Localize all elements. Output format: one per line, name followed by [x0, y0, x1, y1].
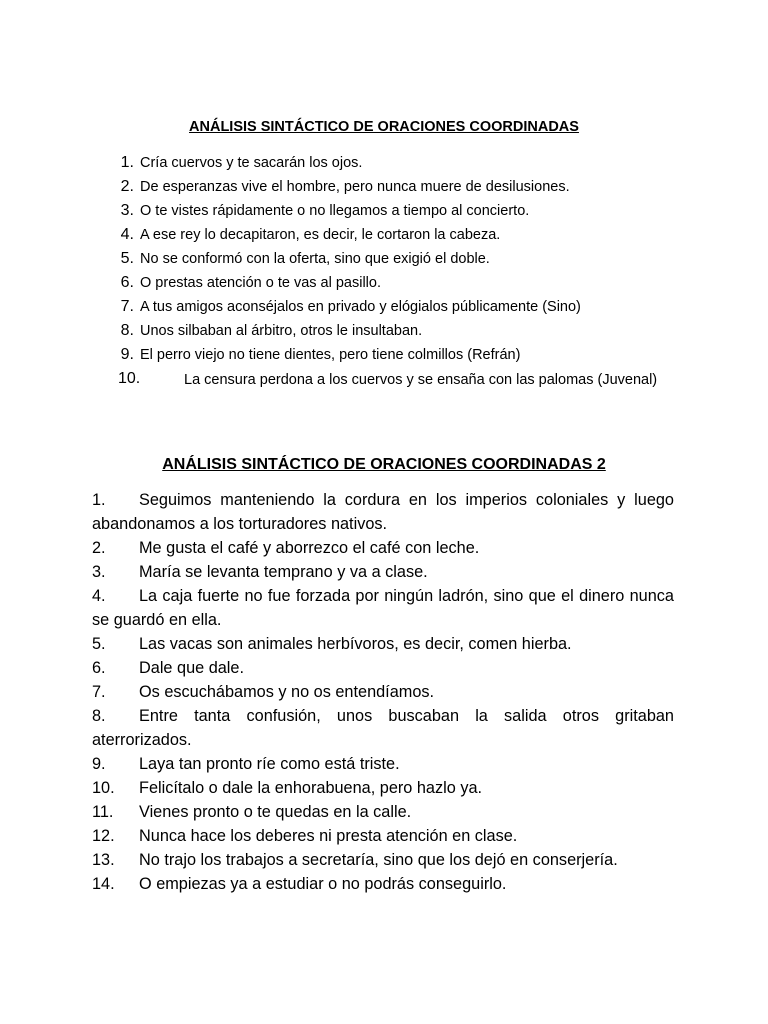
list-item	[92, 824, 674, 848]
list-item	[92, 488, 674, 536]
item-number: 12.	[92, 827, 115, 845]
list-item	[108, 175, 668, 199]
section2-title: ANÁLISIS SINTÁCTICO DE ORACIONES COORDINADAS 2	[162, 456, 606, 473]
item-text: Entre tanta confusión, unos buscaban la salida otros gritaban aterrorizados.	[92, 707, 674, 749]
item-text: Me gusta el café y aborrezco el café con leche.	[139, 539, 480, 557]
item-text: O te vistes rápidamente o no llegamos a tiempo al concierto.	[140, 203, 530, 219]
item-text: Cría cuervos y te sacarán los ojos.	[140, 155, 363, 171]
item-text: A ese rey lo decapitaron, es decir, le cortaron la cabeza.	[140, 227, 501, 243]
item-number: 1.	[92, 491, 106, 509]
item-number: 9.	[120, 346, 134, 363]
section1-title: ANÁLISIS SINTÁCTICO DE ORACIONES COORDINADAS	[189, 119, 579, 135]
list-item	[92, 800, 674, 824]
list-item	[92, 584, 674, 632]
list-item	[108, 151, 668, 175]
list-item	[108, 295, 668, 319]
list-item	[108, 271, 668, 295]
item-text: Felicítalo o dale la enhorabuena, pero hazlo ya.	[139, 779, 483, 797]
list-item	[108, 199, 668, 223]
list-item	[92, 680, 674, 704]
list-item	[108, 343, 668, 367]
item-number: 6.	[92, 659, 106, 677]
item-number: 1.	[120, 154, 134, 171]
item-text: O empiezas ya a estudiar o no podrás conseguirlo.	[139, 875, 507, 893]
section2-list	[92, 488, 674, 896]
list-item	[92, 704, 674, 752]
list-item	[92, 536, 674, 560]
item-text: A tus amigos aconséjalos en privado y elógialos públicamente (Sino)	[140, 299, 581, 315]
section1-list	[108, 151, 668, 415]
item-number: 10.	[92, 779, 115, 797]
item-number: 3.	[92, 563, 106, 581]
item-text: No trajo los trabajos a secretaría, sino que los dejó en conserjería.	[139, 851, 618, 869]
item-number: 10.	[118, 370, 141, 387]
item-number: 14.	[92, 875, 115, 893]
item-number: 4.	[92, 587, 106, 605]
list-item	[108, 223, 668, 247]
item-number: 8.	[120, 322, 134, 339]
item-text: María se levanta temprano y va a clase.	[139, 563, 428, 581]
item-number: 9.	[92, 755, 106, 773]
item-number: 4.	[120, 226, 134, 243]
item-number: 7.	[120, 298, 134, 315]
list-item	[92, 776, 674, 800]
list-item	[92, 848, 674, 872]
item-text: De esperanzas vive el hombre, pero nunca muere de desilusiones.	[140, 179, 570, 195]
list-item	[92, 632, 674, 656]
list-item	[92, 656, 674, 680]
item-number: 2.	[120, 178, 134, 195]
item-number: 6.	[120, 274, 134, 291]
item-number: 11.	[92, 803, 114, 821]
item-text: Nunca hace los deberes ni presta atención en clase.	[139, 827, 518, 845]
item-text: Os escuchábamos y no os entendíamos.	[139, 683, 435, 701]
list-item	[92, 752, 674, 776]
item-text: Unos silbaban al árbitro, otros le insultaban.	[140, 323, 423, 339]
item-text: Vienes pronto o te quedas en la calle.	[139, 803, 412, 821]
item-text: El perro viejo no tiene dientes, pero tiene colmillos (Refrán)	[140, 347, 521, 363]
item-number: 8.	[92, 707, 106, 725]
item-number: 13.	[92, 851, 115, 869]
list-item	[108, 247, 668, 271]
item-number: 3.	[120, 202, 134, 219]
item-number: 7.	[92, 683, 106, 701]
item-number: 5.	[120, 250, 134, 267]
list-item	[92, 872, 674, 896]
item-number: 5.	[92, 635, 106, 653]
item-text: Las vacas son animales herbívoros, es decir, comen hierba.	[139, 635, 572, 653]
item-text: Dale que dale.	[139, 659, 245, 677]
item-text: Seguimos manteniendo la cordura en los imperios coloniales y luego abandonamos a los torturadores nativos.	[92, 491, 674, 533]
item-text: La censura perdona a los cuervos y se ensaña con las palomas (Juvenal)	[184, 372, 658, 388]
item-text: No se conformó con la oferta, sino que exigió el doble.	[140, 251, 490, 267]
item-text: La caja fuerte no fue forzada por ningún ladrón, sino que el dinero nunca se guardó en ella.	[92, 587, 674, 629]
item-text: O prestas atención o te vas al pasillo.	[140, 275, 381, 291]
item-text: Laya tan pronto ríe como está triste.	[139, 755, 400, 773]
list-item	[92, 560, 674, 584]
list-item	[108, 367, 668, 415]
item-number: 2.	[92, 539, 106, 557]
list-item	[108, 319, 668, 343]
